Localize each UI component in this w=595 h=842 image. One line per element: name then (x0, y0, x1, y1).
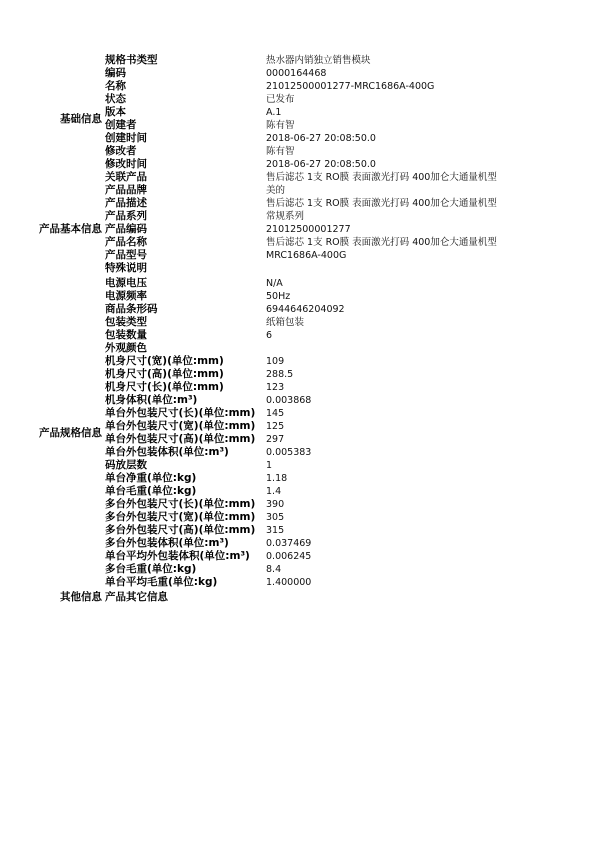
field-label: 单台外包装尺寸(高)(单位:mm) (105, 433, 256, 445)
spec-row (0, 303, 595, 316)
field-label: 产品名称 (105, 236, 147, 248)
field-label: 机身尺寸(长)(单位:mm) (105, 381, 224, 393)
field-value: 297 (266, 434, 285, 445)
spec-row (0, 485, 595, 498)
field-label: 创建者 (105, 119, 137, 131)
spec-row (0, 197, 595, 210)
field-value: 1.400000 (266, 577, 312, 588)
spec-row (0, 119, 595, 132)
spec-row (0, 223, 595, 236)
spec-row (0, 249, 595, 262)
spec-row (0, 316, 595, 329)
spec-row (0, 446, 595, 459)
spec-row (0, 210, 595, 223)
spec-row (0, 106, 595, 119)
field-value: 售后滤芯 1支 RO膜 表面激光打码 400加仑大通量机型 (266, 237, 497, 248)
category-basic-info: 基础信息 (60, 113, 102, 125)
field-value: 6 (266, 330, 273, 341)
field-value: 288.5 (266, 369, 294, 380)
field-label: 修改者 (105, 145, 137, 157)
field-value: 0.037469 (266, 538, 312, 549)
field-value: 6944646204092 (266, 304, 345, 315)
field-label: 编码 (105, 67, 126, 79)
field-label: 多台外包装尺寸(宽)(单位:mm) (105, 511, 256, 523)
spec-row (0, 132, 595, 145)
field-label: 名称 (105, 80, 126, 92)
spec-row (0, 407, 595, 420)
spec-row (0, 236, 595, 249)
field-value: 305 (266, 512, 285, 523)
spec-row (0, 524, 595, 537)
category-product-basic-info: 产品基本信息 (39, 223, 102, 235)
spec-row (0, 342, 595, 355)
spec-row (0, 433, 595, 446)
spec-row (0, 67, 595, 80)
field-label: 产品编码 (105, 223, 147, 235)
spec-row (0, 329, 595, 342)
category-product-spec-info: 产品规格信息 (39, 427, 102, 439)
spec-row (0, 184, 595, 197)
field-label: 产品描述 (105, 197, 147, 209)
spec-row (0, 591, 595, 604)
field-value: 145 (266, 408, 285, 419)
field-label: 单台毛重(单位:kg) (105, 485, 197, 497)
field-label: 产品其它信息 (105, 591, 168, 603)
field-label: 机身尺寸(宽)(单位:mm) (105, 355, 224, 367)
spec-row (0, 394, 595, 407)
spec-row (0, 472, 595, 485)
category-other-info: 其他信息 (60, 591, 102, 603)
field-value: MRC1686A-400G (266, 250, 347, 261)
field-label: 电源电压 (105, 277, 147, 289)
spec-row (0, 290, 595, 303)
field-label: 单台平均外包装体积(单位:m³) (105, 550, 250, 562)
field-value: 315 (266, 525, 285, 536)
field-label: 电源频率 (105, 290, 147, 302)
field-label: 包装类型 (105, 316, 147, 328)
spec-row (0, 54, 595, 67)
field-label: 创建时间 (105, 132, 147, 144)
spec-row (0, 381, 595, 394)
field-label: 产品品牌 (105, 184, 147, 196)
spec-row (0, 262, 595, 275)
spec-row (0, 158, 595, 171)
field-label: 单台外包装尺寸(宽)(单位:mm) (105, 420, 256, 432)
field-value: 售后滤芯 1支 RO膜 表面激光打码 400加仑大通量机型 (266, 172, 497, 183)
spec-row (0, 171, 595, 184)
field-value: 109 (266, 356, 285, 367)
spec-row (0, 498, 595, 511)
field-label: 机身体积(单位:m³) (105, 394, 198, 406)
spec-row (0, 459, 595, 472)
field-value: 390 (266, 499, 285, 510)
spec-row (0, 537, 595, 550)
field-value: 123 (266, 382, 285, 393)
field-value: 21012500001277-MRC1686A-400G (266, 81, 435, 92)
field-value: 陈有智 (266, 120, 295, 131)
field-value: 已发布 (266, 94, 295, 105)
spec-row (0, 420, 595, 433)
field-label: 商品条形码 (105, 303, 158, 315)
field-label: 机身尺寸(高)(单位:mm) (105, 368, 224, 380)
field-label: 码放层数 (105, 459, 147, 471)
field-value: 1.18 (266, 473, 288, 484)
field-value: 21012500001277 (266, 224, 351, 235)
field-label: 产品型号 (105, 249, 147, 261)
field-label: 外观颜色 (105, 342, 147, 354)
field-label: 单台外包装体积(单位:m³) (105, 446, 229, 458)
field-label: 多台外包装尺寸(长)(单位:mm) (105, 498, 256, 510)
field-label: 规格书类型 (105, 54, 158, 66)
field-label: 单台净重(单位:kg) (105, 472, 197, 484)
field-value: 2018-06-27 20:08:50.0 (266, 159, 376, 170)
field-value: 售后滤芯 1支 RO膜 表面激光打码 400加仑大通量机型 (266, 198, 497, 209)
field-value: 常规系列 (266, 211, 305, 222)
spec-row (0, 277, 595, 290)
field-label: 特殊说明 (105, 262, 147, 274)
spec-row (0, 511, 595, 524)
field-value: 2018-06-27 20:08:50.0 (266, 133, 376, 144)
field-value: 8.4 (266, 564, 282, 575)
field-label: 多台外包装尺寸(高)(单位:mm) (105, 524, 256, 536)
field-value: 美的 (266, 185, 286, 196)
field-value: 0.003868 (266, 395, 312, 406)
spec-row (0, 563, 595, 576)
field-label: 关联产品 (105, 171, 147, 183)
field-value: 50Hz (266, 291, 291, 302)
field-value: N/A (266, 278, 283, 289)
spec-row (0, 355, 595, 368)
field-value: 0.006245 (266, 551, 312, 562)
field-label: 单台外包装尺寸(长)(单位:mm) (105, 407, 256, 419)
spec-row (0, 550, 595, 563)
spec-row (0, 368, 595, 381)
spec-row (0, 576, 595, 589)
field-value: 125 (266, 421, 285, 432)
spec-row (0, 145, 595, 158)
field-value: 陈有智 (266, 146, 295, 157)
field-value: 0000164468 (266, 68, 327, 79)
field-label: 包装数量 (105, 329, 147, 341)
field-value: 1 (266, 460, 273, 471)
field-label: 版本 (105, 106, 126, 118)
field-value: 纸箱包装 (266, 317, 305, 328)
field-value: 热水器内销独立销售模块 (266, 55, 371, 66)
field-label: 多台外包装体积(单位:m³) (105, 537, 229, 549)
field-label: 单台平均毛重(单位:kg) (105, 576, 218, 588)
field-value: A.1 (266, 107, 282, 118)
spec-row (0, 93, 595, 106)
spec-row (0, 80, 595, 93)
field-label: 修改时间 (105, 158, 147, 170)
field-label: 产品系列 (105, 210, 147, 222)
field-label: 状态 (105, 93, 126, 105)
field-label: 多台毛重(单位:kg) (105, 563, 197, 575)
field-value: 0.005383 (266, 447, 312, 458)
field-value: 1.4 (266, 486, 282, 497)
